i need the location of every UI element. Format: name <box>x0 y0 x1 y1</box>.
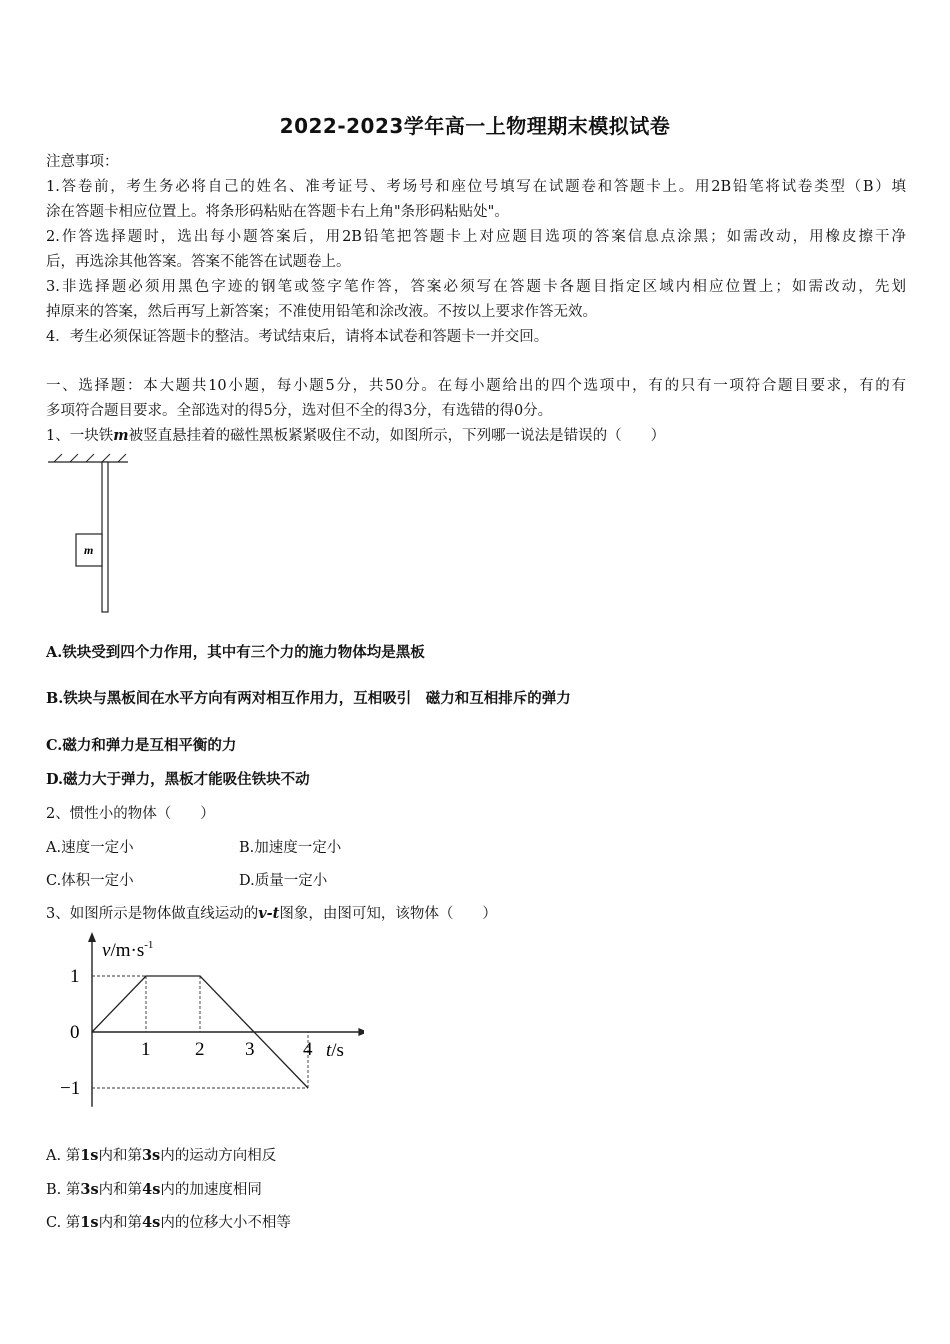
blackboard <box>102 462 108 612</box>
question-2-option-b: B.加速度一定小 <box>239 840 342 856</box>
y-tick-label: 1 <box>70 966 80 987</box>
question-3-stem: 3、如图所示是物体做直线运动的v-t图象，由图可知，该物体（ ） <box>46 905 497 922</box>
x-axis-arrow <box>358 1028 364 1036</box>
y-axis-arrow <box>88 932 96 942</box>
notice-line: 掉原来的答案，然后再写上新答案；不准使用铅笔和涂改液。不按以上要求作答无效。 <box>46 304 597 320</box>
question-3-option-b: B. 第3s内和第4s内的加速度相同 <box>46 1181 262 1198</box>
ceiling-hatch <box>54 454 126 462</box>
x-axis-label: t/s <box>326 1040 344 1061</box>
x-tick-label: 1 <box>141 1039 151 1060</box>
question-1-option-a: A.铁块受到四个力作用，其中有三个力的施力物体均是黑板 <box>46 644 425 661</box>
page-title: 2022-2023学年高一上物理期末模拟试卷 <box>279 114 671 138</box>
notice-line: 涂在答题卡相应位置上。将条形码粘贴在答题卡右上角"条形码粘贴处"。 <box>46 204 509 220</box>
question-3-option-a: A. 第1s内和第3s内的运动方向相反 <box>46 1147 277 1164</box>
y-axis-label: $v/m\cdot s^{-1}$ <box>102 939 154 961</box>
question-2-option-c: C.体积一定小 <box>46 873 134 889</box>
notice-line: 后，再选涂其他答案。答案不能答在试题卷上。 <box>46 254 351 270</box>
notice-line: 2.作答选择题时，选出每小题答案后，用2B铅笔把答题卡上对应题目选项的答案信息点涂黑；如需改动，用橡皮擦干净 <box>46 229 906 245</box>
section-intro: 一、选择题：本大题共10小题，每小题5分，共50分。在每小题给出的四个选项中，有的只有一项符合题目要求，有的有 <box>46 378 906 394</box>
question-1-option-c: C.磁力和弹力是互相平衡的力 <box>46 737 237 754</box>
question-1-option-d: D.磁力大于弹力，黑板才能吸住铁块不动 <box>46 771 310 788</box>
x-tick-label: 4 <box>303 1039 313 1060</box>
notice-line: 3.非选择题必须用黑色字迹的钢笔或签字笔作答，答案必须写在答题卡各题目指定区域内相应位置上；如需改动，先划 <box>46 279 906 295</box>
question-2-option-a: A.速度一定小 <box>46 840 134 856</box>
x-tick-label: 3 <box>245 1039 255 1060</box>
question-2-option-d: D.质量一定小 <box>239 873 328 889</box>
block-label: m <box>84 543 94 557</box>
section-intro: 多项符合题目要求。全部选对的得5分，选对但不全的得3分，有选错的得0分。 <box>46 403 553 419</box>
question-2-stem: 2、惯性小的物体（ ） <box>46 806 215 822</box>
y-tick-label: −1 <box>60 1078 81 1099</box>
y-tick-label: 0 <box>70 1022 80 1043</box>
question-3-option-c: C. 第1s内和第4s内的位移大小不相等 <box>46 1214 291 1231</box>
notice-line: 1.答卷前，考生务必将自己的姓名、准考证号、考场号和座位号填写在试题卷和答题卡上。用2B铅笔将试卷类型（B）填 <box>46 179 906 195</box>
notice-line: 4．考生必须保证答题卡的整洁。考试结束后，请将本试卷和答题卡一并交回。 <box>46 329 549 345</box>
notice-heading: 注意事项： <box>46 154 119 170</box>
blackboard-figure <box>44 452 136 618</box>
vt-graph <box>44 930 364 1120</box>
question-1-stem: 1、一块铁m被竖直悬挂着的磁性黑板紧紧吸住不动，如图所示，下列哪一说法是错误的（ ） <box>46 427 666 444</box>
x-tick-label: 2 <box>195 1039 205 1060</box>
question-1-option-b: B.铁块与黑板间在水平方向有两对相互作用力，互相吸引 磁力和互相排斥的弹力 <box>46 690 571 707</box>
